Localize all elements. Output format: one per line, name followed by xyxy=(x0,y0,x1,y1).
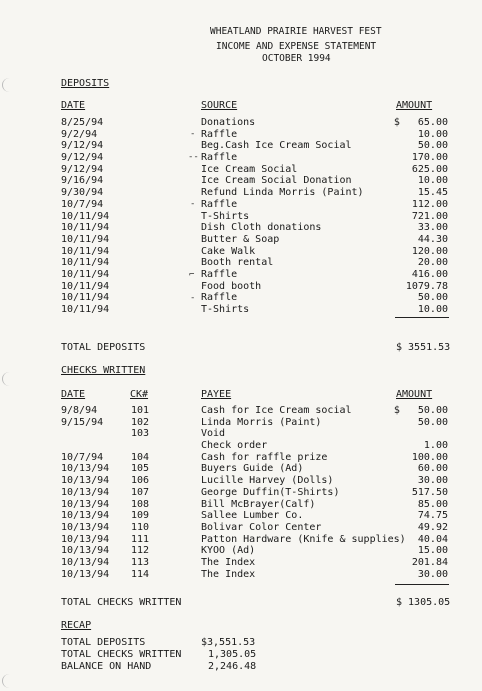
check-number-cell: 113 xyxy=(131,556,150,568)
check-amount-cell: 100.00 xyxy=(411,451,448,463)
deposit-date-cell: 10/7/94 xyxy=(61,198,104,210)
deposit-date-cell: 10/11/94 xyxy=(61,304,110,315)
recap-label-checks: TOTAL CHECKS WRITTEN xyxy=(61,649,182,660)
checks-col-payee: PAYEE xyxy=(201,389,232,400)
deposits-col-date: DATE xyxy=(61,100,86,111)
deposits-col-amount: AMOUNT xyxy=(396,100,433,111)
checks-sum-line xyxy=(395,584,449,585)
check-amount-cell: 201.84 xyxy=(411,556,448,568)
deposit-amount-cell: 416.00 xyxy=(411,268,448,280)
deposit-source-cell: T-Shirts xyxy=(201,210,250,222)
check-amount-cell: 1.00 xyxy=(423,440,448,452)
deposit-date-cell: 8/25/94 xyxy=(61,117,104,128)
deposits-date-column xyxy=(61,117,109,316)
check-number-cell: 110 xyxy=(131,521,150,533)
check-payee-cell: Buyers Guide (Ad) xyxy=(201,463,304,475)
check-payee-cell: Lucille Harvey (Dolls) xyxy=(201,475,334,487)
check-number-cell: 104 xyxy=(131,451,150,463)
deposit-amount-cell: 50.00 xyxy=(417,140,448,152)
recap-value-deposits: $3,551.53 xyxy=(201,637,256,648)
deposit-date-cell: 9/30/94 xyxy=(61,187,104,199)
checks-col-amount: AMOUNT xyxy=(396,389,433,400)
check-date-cell: 10/13/94 xyxy=(61,498,110,510)
check-payee-cell: The Index xyxy=(201,556,256,568)
deposit-amount-cell: 15.45 xyxy=(417,187,448,199)
deposits-section-title: DEPOSITS xyxy=(61,78,110,89)
check-number-cell: 101 xyxy=(131,405,150,416)
binder-hole-bottom xyxy=(2,674,17,688)
checks-amount-column xyxy=(380,405,448,580)
check-date-cell: 10/13/94 xyxy=(61,463,110,475)
deposit-amount-cell: 44.30 xyxy=(417,233,448,245)
checks-section-title: CHECKS WRITTEN xyxy=(61,365,146,376)
check-payee-cell: KYOO (Ad) xyxy=(201,545,256,557)
deposit-amount-cell: 10.00 xyxy=(417,128,448,140)
checks-number-column xyxy=(131,405,149,580)
deposit-date-cell: 9/12/94 xyxy=(61,163,104,175)
check-payee-cell: George Duffin(T-Shirts) xyxy=(201,486,340,498)
header-date: OCTOBER 1994 xyxy=(262,53,331,64)
deposit-date-cell: 9/12/94 xyxy=(61,140,104,152)
check-payee-cell: Check order xyxy=(201,440,268,452)
recap-label-balance: BALANCE ON HAND xyxy=(61,661,152,672)
check-amount-cell: 74.75 xyxy=(417,510,448,522)
deposit-date-cell: 10/11/94 xyxy=(61,280,110,292)
check-number-cell: 111 xyxy=(131,533,150,545)
deposit-source-cell: Dish Cloth donations xyxy=(201,222,322,234)
check-amount-cell: 40.04 xyxy=(417,533,448,545)
deposit-amount-cell: 120.00 xyxy=(411,245,448,257)
deposit-date-cell: 9/2/94 xyxy=(61,128,98,140)
check-payee-cell: Patton Hardware (Knife & supplies) xyxy=(201,533,406,545)
check-date-cell: 10/13/94 xyxy=(61,475,110,487)
deposit-amount-cell: 50.00 xyxy=(417,292,448,304)
total-deposits-value: $ 3551.53 xyxy=(396,342,451,353)
deposit-date-cell: 9/16/94 xyxy=(61,175,104,187)
check-amount-cell: 49.92 xyxy=(417,521,448,533)
deposit-date-cell: 10/11/94 xyxy=(61,257,110,269)
deposit-source-cell: Raffle xyxy=(201,268,238,280)
deposit-source-cell: Cake Walk xyxy=(201,245,256,257)
binder-hole-middle xyxy=(2,372,17,386)
check-mark: - xyxy=(190,199,196,209)
check-amount-cell: 30.00 xyxy=(417,568,448,580)
deposit-date-cell: 10/11/94 xyxy=(61,210,110,222)
check-number-cell: 107 xyxy=(131,486,150,498)
deposit-amount-cell: 721.00 xyxy=(411,210,448,222)
deposit-amount-cell: $ 65.00 xyxy=(393,117,448,128)
recap-value-balance: 2,246.48 xyxy=(208,661,257,672)
deposit-source-cell: T-Shirts xyxy=(201,304,250,315)
check-number-cell: 108 xyxy=(131,498,150,510)
deposit-source-cell: Food booth xyxy=(201,280,262,292)
deposit-amount-cell: 170.00 xyxy=(411,152,448,164)
check-payee-cell: Sallee Lumber Co. xyxy=(201,510,304,522)
check-amount-cell: 30.00 xyxy=(417,475,448,487)
check-amount-cell: 85.00 xyxy=(417,498,448,510)
deposit-amount-cell: 10.00 xyxy=(417,304,448,315)
check-mark: ⌐ xyxy=(189,270,195,280)
total-checks-value: $ 1305.05 xyxy=(396,597,451,608)
deposit-amount-cell: 33.00 xyxy=(417,222,448,234)
check-date-cell: 10/13/94 xyxy=(61,521,110,533)
deposit-amount-cell: 10.00 xyxy=(417,175,448,187)
deposit-source-cell: Refund Linda Morris (Paint) xyxy=(201,187,364,199)
checks-date-column xyxy=(61,405,109,580)
check-date-cell xyxy=(61,428,109,440)
deposit-date-cell: 9/12/94 xyxy=(61,152,104,164)
check-mark: - xyxy=(190,129,196,139)
deposits-source-column xyxy=(201,117,364,316)
check-date-cell: 10/13/94 xyxy=(61,486,110,498)
deposit-date-cell: 10/11/94 xyxy=(61,233,110,245)
header-subtitle: INCOME AND EXPENSE STATEMENT xyxy=(216,41,377,52)
check-number-cell: 114 xyxy=(131,568,150,580)
check-payee-cell: The Index xyxy=(201,568,256,580)
check-date-cell: 9/8/94 xyxy=(61,405,98,416)
check-date-cell: 10/13/94 xyxy=(61,533,110,545)
check-amount-cell xyxy=(380,428,448,440)
deposit-source-cell: Ice Cream Social xyxy=(201,163,298,175)
deposit-amount-cell: 20.00 xyxy=(417,257,448,269)
deposit-date-cell: 10/11/94 xyxy=(61,292,110,304)
total-deposits-label: TOTAL DEPOSITS xyxy=(61,342,146,353)
check-date-cell xyxy=(61,440,109,452)
recap-value-checks: 1,305.05 xyxy=(208,649,257,660)
check-payee-cell: Bill McBrayer(Calf) xyxy=(201,498,316,510)
deposit-source-cell: Raffle xyxy=(201,128,238,140)
deposit-source-cell: Raffle xyxy=(201,152,238,164)
checks-payee-column xyxy=(201,405,406,580)
deposits-amount-column xyxy=(380,117,448,316)
deposit-date-cell: 10/11/94 xyxy=(61,268,110,280)
deposit-source-cell: Raffle xyxy=(201,292,238,304)
deposit-source-cell: Ice Cream Social Donation xyxy=(201,175,352,187)
deposit-amount-cell: 112.00 xyxy=(411,198,448,210)
check-payee-cell: Bolivar Color Center xyxy=(201,521,322,533)
check-number-cell: 106 xyxy=(131,475,150,487)
check-date-cell: 10/13/94 xyxy=(61,556,110,568)
recap-section-title: RECAP xyxy=(61,620,92,631)
deposit-source-cell: Beg.Cash Ice Cream Social xyxy=(201,140,352,152)
check-date-cell: 10/13/94 xyxy=(61,510,110,522)
check-number-cell: 109 xyxy=(131,510,150,522)
deposit-source-cell: Booth rental xyxy=(201,257,274,269)
check-date-cell: 10/13/94 xyxy=(61,568,110,580)
check-date-cell: 10/7/94 xyxy=(61,451,104,463)
deposit-source-cell: Raffle xyxy=(201,198,238,210)
deposit-amount-cell: 625.00 xyxy=(411,163,448,175)
header-title: WHEATLAND PRAIRIE HARVEST FEST xyxy=(210,26,382,37)
binder-hole-top xyxy=(2,78,17,92)
checks-col-check: CK# xyxy=(130,389,149,400)
deposits-sum-line xyxy=(395,317,449,318)
check-number-cell: 103 xyxy=(131,428,150,440)
deposit-date-cell: 10/11/94 xyxy=(61,222,110,234)
deposit-amount-cell: 1079.78 xyxy=(405,280,448,292)
check-amount-cell: $ 50.00 xyxy=(393,405,448,416)
check-date-cell: 10/13/94 xyxy=(61,545,110,557)
check-payee-cell: Cash for Ice Cream social xyxy=(201,405,352,416)
check-amount-cell: 517.50 xyxy=(411,486,448,498)
check-payee-cell: Linda Morris (Paint) xyxy=(201,416,322,428)
deposit-source-cell: Butter & Soap xyxy=(201,233,280,245)
deposit-source-cell: Donations xyxy=(201,117,256,128)
checks-col-date: DATE xyxy=(61,389,86,400)
check-number-cell xyxy=(131,440,149,452)
check-number-cell: 102 xyxy=(131,416,150,428)
deposit-date-cell: 10/11/94 xyxy=(61,245,110,257)
check-mark: -- xyxy=(188,152,199,162)
recap-label-deposits: TOTAL DEPOSITS xyxy=(61,637,146,648)
check-amount-cell: 60.00 xyxy=(417,463,448,475)
check-amount-cell: 15.00 xyxy=(417,545,448,557)
check-amount-cell: 50.00 xyxy=(417,416,448,428)
check-mark: - xyxy=(190,293,196,303)
check-payee-cell: Cash for raffle prize xyxy=(201,451,328,463)
total-checks-label: TOTAL CHECKS WRITTEN xyxy=(61,597,182,608)
check-date-cell: 9/15/94 xyxy=(61,416,104,428)
check-payee-cell: Void xyxy=(201,428,226,440)
check-number-cell: 105 xyxy=(131,463,150,475)
deposits-col-source: SOURCE xyxy=(201,100,238,111)
check-number-cell: 112 xyxy=(131,545,150,557)
